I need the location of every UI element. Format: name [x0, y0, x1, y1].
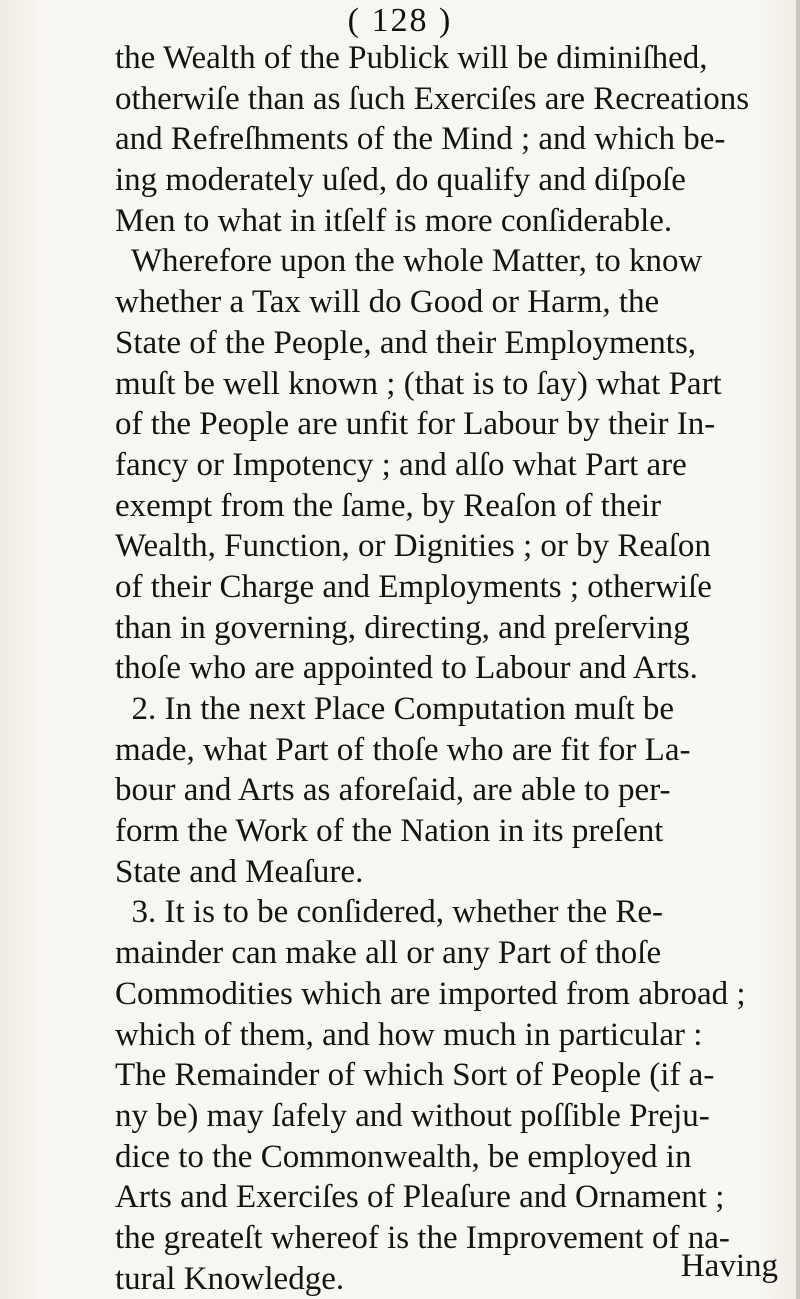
- text-line: tural Knowledge.: [115, 1260, 345, 1297]
- text-line: form the Work of the Nation in its preſent: [115, 813, 664, 850]
- text-line: fancy or Impotency ; and alſo what Part are: [115, 446, 687, 483]
- text-line: thoſe who are appointed to Labour and Arts.: [115, 650, 698, 687]
- text-line: mainder can make all or any Part of thoſe: [115, 935, 662, 972]
- text-line: the greateſt whereof is the Improvement of na-: [115, 1219, 730, 1256]
- text-line: 3. It is to be conſidered, whether the Re-: [115, 894, 663, 931]
- text-line: of the People are unfit for Labour by their In-: [115, 406, 716, 443]
- text-line: of their Charge and Employments ; otherwiſe: [115, 568, 712, 605]
- text-line: whether a Tax will do Good or Harm, the: [115, 284, 660, 321]
- text-line: Commodities which are imported from abroad ;: [115, 975, 746, 1012]
- text-line: Wherefore upon the whole Matter, to know: [115, 243, 703, 280]
- text-line: ing moderately uſed, do qualify and diſpoſe: [115, 162, 686, 199]
- text-line: which of them, and how much in particular :: [115, 1016, 703, 1053]
- text-line: bour and Arts as aforeſaid, are able to per-: [115, 772, 671, 809]
- text-line: muſt be well known ; (that is to ſay) what Part: [115, 365, 722, 402]
- body-text: [115, 38, 795, 1299]
- text-line: than in governing, directing, and preſerving: [115, 609, 690, 646]
- page-number: ( 128 ): [347, 2, 453, 39]
- text-line: Arts and Exerciſes of Pleaſure and Ornament ;: [115, 1179, 725, 1216]
- catchword: Having: [680, 1248, 778, 1284]
- text-line: Men to what in itſelf is more conſiderable.: [115, 202, 673, 239]
- text-line: made, what Part of thoſe who are fit for La-: [115, 731, 691, 768]
- text-line: Wealth, Function, or Dignities ; or by Reaſon: [115, 528, 711, 565]
- page-edge: [796, 0, 800, 1299]
- text-line: exempt from the ſame, by Reaſon of their: [115, 487, 662, 524]
- text-line: ny be) may ſafely and without poſſible Preju-: [115, 1097, 710, 1134]
- text-line: otherwiſe than as ſuch Exerciſes are Recreations: [115, 80, 750, 117]
- text-line: State and Meaſure.: [115, 853, 364, 890]
- text-line: 2. In the next Place Computation muſt be: [115, 691, 675, 727]
- text-line: State of the People, and their Employments,: [115, 324, 697, 361]
- text-line: The Remainder of which Sort of People (if a-: [115, 1057, 715, 1094]
- text-line: dice to the Commonwealth, be employed in: [115, 1138, 692, 1175]
- text-line: the Wealth of the Publick will be diminiſhed,: [115, 40, 708, 76]
- text-line: and Refreſhments of the Mind ; and which be-: [115, 121, 726, 158]
